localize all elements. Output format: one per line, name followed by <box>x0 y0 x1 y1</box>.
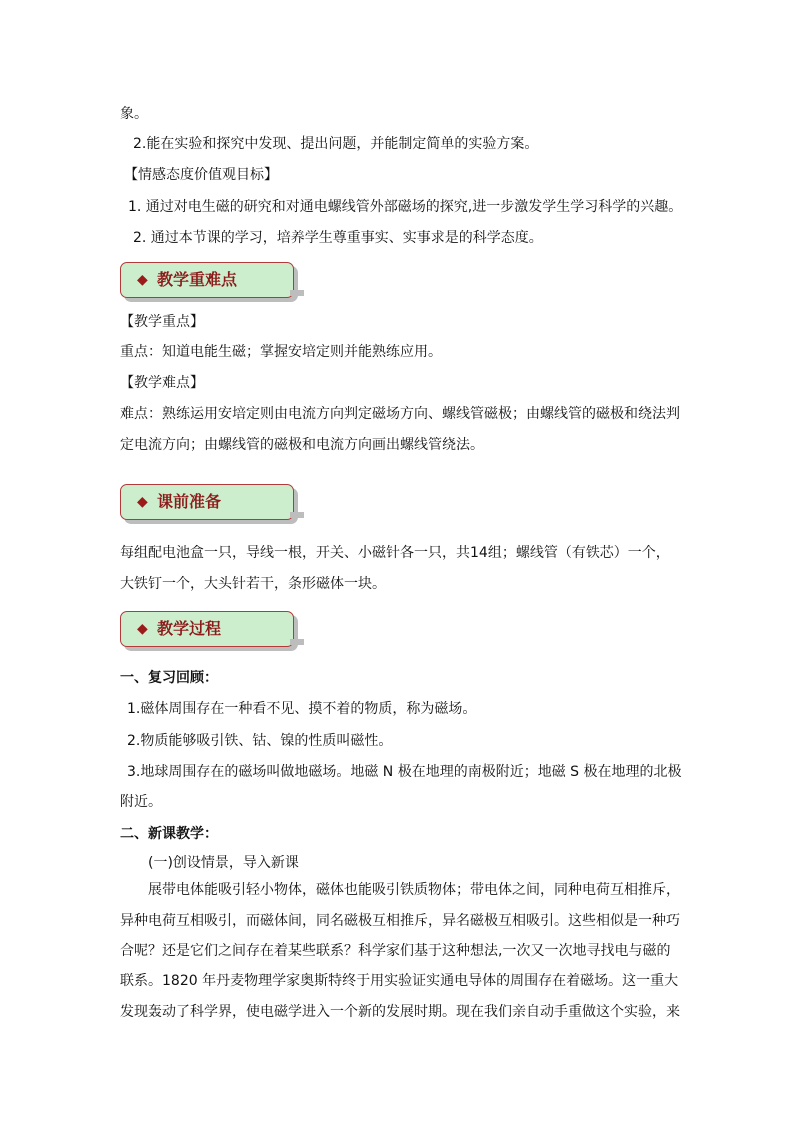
section-title: 课前准备 <box>157 492 222 511</box>
review-item-3-cont: 附近。 <box>120 794 162 810</box>
section-shadow-tail <box>290 290 304 296</box>
review-item-2: 2.物质能够吸引铁、钴、镍的性质叫磁性。 <box>127 733 393 749</box>
line-5: 2. 通过本节课的学习，培养学生尊重事实、实事求是的科学态度。 <box>133 230 543 246</box>
line-1: 象。 <box>120 106 148 122</box>
review-item-1: 1.磁体周围存在一种看不见、摸不着的物质，称为磁场。 <box>127 701 477 717</box>
review-item-3: 3.地球周围存在的磁场叫做地磁场。地磁 N 极在地理的南极附近；地磁 S 极在地理的北极 <box>127 764 682 780</box>
section-title: 教学过程 <box>157 619 222 638</box>
subheading-difficult: 【教学难点】 <box>120 375 204 391</box>
body-line-1: 展带电体能吸引轻小物体，磁体也能吸引铁质物体；带电体之间，同种电荷互相推斥， <box>148 882 680 898</box>
diamond-icon: ◆ <box>137 621 148 637</box>
prep-text-2: 大铁钉一个，大头针若干，条形磁体一块。 <box>120 576 386 592</box>
section-shadow-tail <box>290 639 304 645</box>
key-text: 重点：知道电能生磁；掌握安培定则并能熟练应用。 <box>120 344 442 360</box>
line-2: 2.能在实验和探究中发现、提出问题，并能制定简单的实验方案。 <box>133 136 539 152</box>
diamond-icon: ◆ <box>137 272 148 288</box>
section-title: 教学重难点 <box>157 270 238 289</box>
section-header-process <box>120 611 294 647</box>
body-line-4: 联系。1820 年丹麦物理学家奥斯特终于用实验证实通电导体的周围存在着磁场。这一重大 <box>120 973 679 989</box>
body-line-5: 发现轰动了科学界，使电磁学进入一个新的发展时期。现在我们亲自动手重做这个实验，来 <box>120 1004 680 1020</box>
heading-review: 一、复习回顾： <box>120 670 218 686</box>
section-header-key-points <box>120 262 294 298</box>
diamond-icon: ◆ <box>137 494 148 510</box>
section-header-preparation <box>120 484 294 520</box>
subsection-intro: (一)创设情景，导入新课 <box>148 855 299 871</box>
body-line-2: 异种电荷互相吸引，而磁体间，同名磁极互相推斥，异名磁极互相吸引。这些相似是一种巧 <box>120 913 680 929</box>
heading-new-lesson: 二、新课教学： <box>120 826 218 842</box>
difficult-text-2: 定电流方向；由螺线管的磁极和电流方向画出螺线管绕法。 <box>120 437 484 453</box>
prep-text-1: 每组配电池盒一只，导线一根，开关、小磁针各一只，共14组；螺线管（有铁芯）一个， <box>120 545 670 561</box>
body-line-3: 合呢？还是它们之间存在着某些联系？科学家们基于这种想法,一次又一次地寻找电与磁的 <box>120 943 671 959</box>
subheading-emotion-goals: 【情感态度价值观目标】 <box>124 167 278 183</box>
subheading-key: 【教学重点】 <box>120 314 204 330</box>
section-shadow-tail <box>290 512 304 518</box>
difficult-text-1: 难点：熟练运用安培定则由电流方向判定磁场方向、螺线管磁极；由螺线管的磁极和绕法判 <box>120 406 680 422</box>
line-4: 1. 通过对电生磁的研究和对通电螺线管外部磁场的探究,进一步激发学生学习科学的兴趣。 <box>128 199 683 215</box>
